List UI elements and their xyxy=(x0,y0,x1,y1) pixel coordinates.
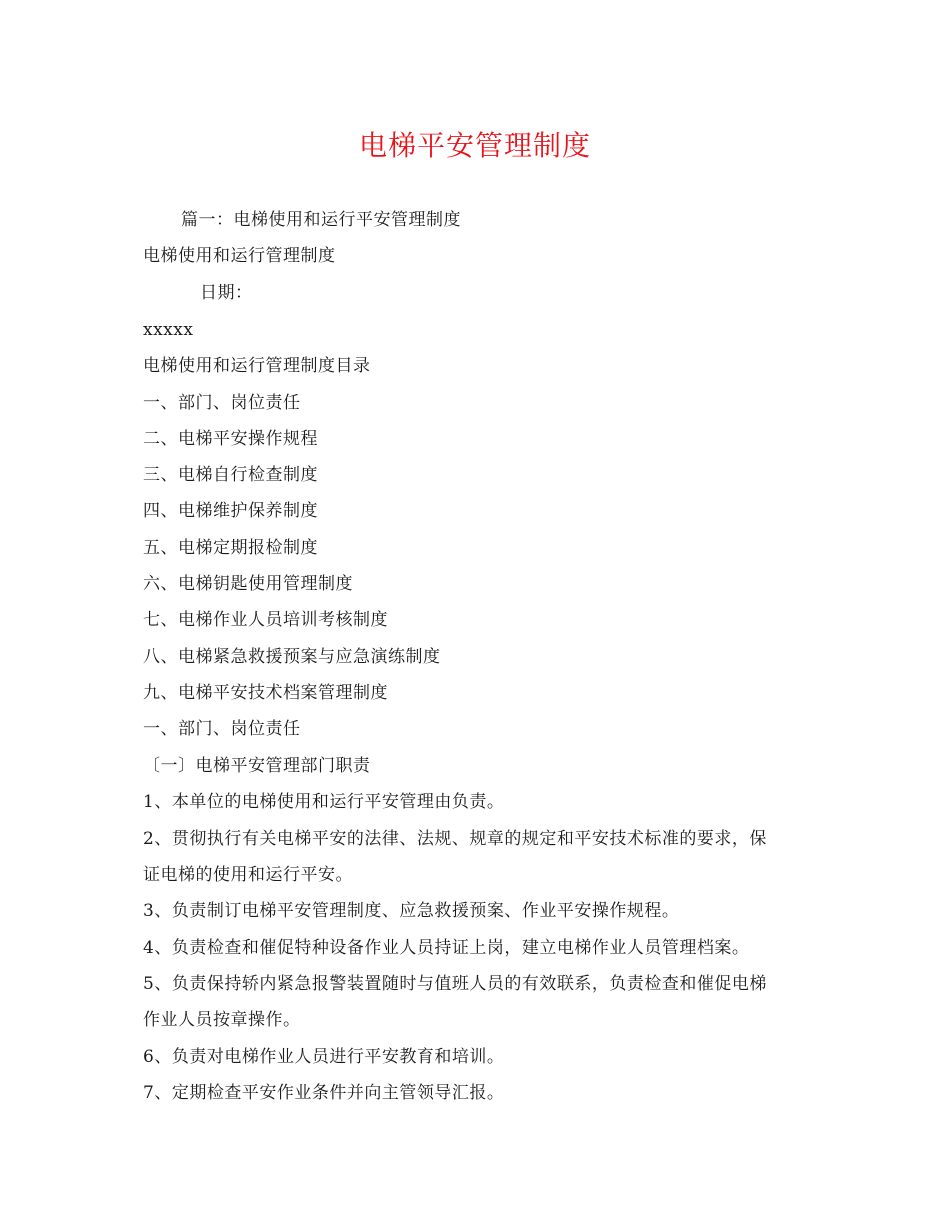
date-label: 日期： xyxy=(200,283,253,303)
body-paragraph-line: 证电梯的使用和运行平安。 xyxy=(143,865,353,885)
toc-item: 一、部门、岗位责任 xyxy=(143,393,301,413)
document-subtitle: 篇一：电梯使用和运行平安管理制度 xyxy=(181,210,461,230)
body-paragraph-line: 4、负责检查和催促特种设备作业人员持证上岗，建立电梯作业人员管理档案。 xyxy=(143,938,750,958)
toc-item: 四、电梯维护保养制度 xyxy=(143,501,318,521)
toc-item: 二、电梯平安操作规程 xyxy=(143,429,318,449)
subsection-heading: 〔一〕电梯平安管理部门职责 xyxy=(143,756,371,776)
body-paragraph-line: 6、负责对电梯作业人员进行平安教育和培训。 xyxy=(143,1047,505,1067)
body-paragraph-line: 5、负责保持轿内紧急报警装置随时与值班人员的有效联系，负责检查和催促电梯 xyxy=(143,974,767,994)
body-paragraph-line: 2、贯彻执行有关电梯平安的法律、法规、规章的规定和平安技术标准的要求，保 xyxy=(143,829,767,849)
toc-item: 八、电梯紧急救援预案与应急演练制度 xyxy=(143,647,441,667)
toc-item: 六、电梯钥匙使用管理制度 xyxy=(143,574,353,594)
document-title: 电梯平安管理制度 xyxy=(358,129,591,162)
toc-item: 五、电梯定期报检制度 xyxy=(143,538,318,558)
toc-item: 七、电梯作业人员培训考核制度 xyxy=(143,610,388,630)
date-value: xxxxx xyxy=(143,320,194,340)
document-name: 电梯使用和运行管理制度 xyxy=(143,246,336,266)
toc-item: 九、电梯平安技术档案管理制度 xyxy=(143,683,388,703)
body-paragraph-line: 3、负责制订电梯平安管理制度、应急救援预案、作业平安操作规程。 xyxy=(143,901,680,921)
body-paragraph-line: 作业人员按章操作。 xyxy=(143,1010,301,1030)
body-paragraph-line: 1、本单位的电梯使用和运行平安管理由负责。 xyxy=(143,792,505,812)
toc-item: 三、电梯自行检查制度 xyxy=(143,465,318,485)
toc-heading: 电梯使用和运行管理制度目录 xyxy=(143,356,371,376)
section-heading: 一、部门、岗位责任 xyxy=(143,719,301,739)
body-paragraph-line: 7、定期检查平安作业条件并向主管领导汇报。 xyxy=(143,1083,505,1103)
